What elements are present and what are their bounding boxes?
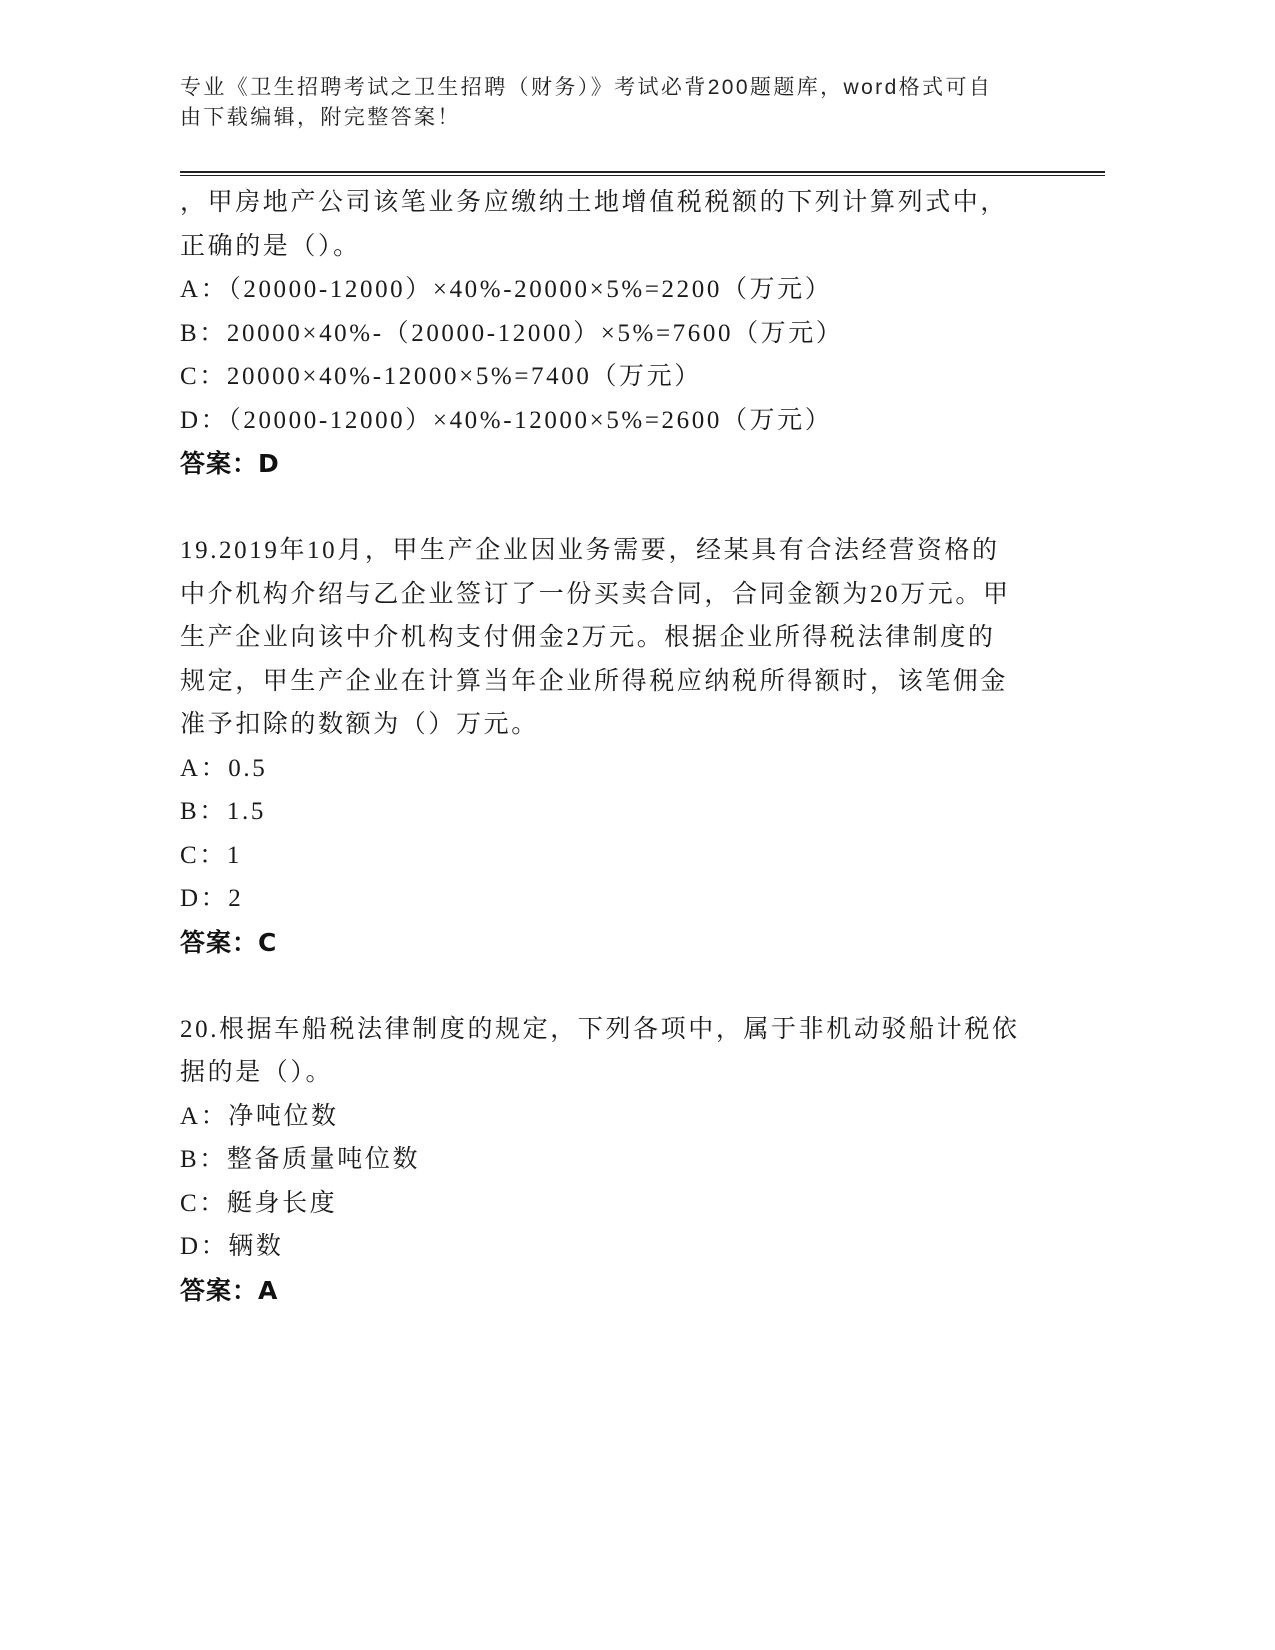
header-divider: [180, 171, 1105, 176]
option-list: [180, 747, 1105, 921]
question-stem-line: ，甲房地产公司该笔业务应缴纳土地增值税税额的下列计算列式中，: [180, 189, 1009, 216]
option-a: A：净吨位数: [180, 1102, 339, 1130]
answer-line: 答案：C: [180, 927, 278, 957]
option-c: C：艇身长度: [180, 1189, 338, 1217]
question-stem-line: 中介机构介绍与乙企业签订了一份买卖合同，合同金额为20万元。甲: [180, 580, 1011, 608]
option-d: D：辆数: [180, 1233, 284, 1260]
document-header: [180, 73, 1105, 133]
option-b: B：1.5: [180, 798, 266, 825]
question-stem: [180, 1008, 1105, 1095]
question-block: [180, 1008, 1105, 1313]
question-stem-line: 据的是（）。: [180, 1059, 334, 1086]
question-stem-line: 生产企业向该中介机构支付佣金2万元。根据企业所得税法律制度的: [180, 624, 996, 651]
option-a: A：（20000-12000）×40%-20000×5%=2200（万元）: [180, 276, 833, 303]
option-d: D：（20000-12000）×40%-12000×5%=2600（万元）: [180, 406, 833, 434]
option-c: C：1: [180, 841, 242, 869]
question-block: [180, 529, 1105, 964]
question-list: [180, 181, 1105, 1356]
question-stem-line: 20.根据车船税法律制度的规定，下列各项中，属于非机动驳船计税依: [180, 1015, 1020, 1043]
option-list: [180, 268, 1105, 442]
question-block: [180, 181, 1105, 486]
header-line: 由下载编辑，附完整答案！: [180, 106, 461, 129]
answer-line: 答案：A: [180, 1275, 279, 1305]
question-stem: [180, 529, 1105, 747]
question-stem-line: 19.2019年10月，甲生产企业因业务需要，经某具有合法经营资格的: [180, 537, 1000, 564]
option-c: C：20000×40%-12000×5%=7400（万元）: [180, 363, 702, 390]
header-line: 专业《卫生招聘考试之卫生招聘（财务）》考试必背200题题库，word格式可自: [180, 76, 993, 99]
question-stem-line: 规定，甲生产企业在计算当年企业所得税应纳税所得额时，该笔佣金: [180, 667, 1009, 695]
option-a: A：0.5: [180, 754, 268, 782]
question-stem-line: 准予扣除的数额为（）万元。: [180, 711, 539, 738]
question-stem-line: 正确的是（）。: [180, 232, 361, 260]
option-d: D：2: [180, 885, 244, 912]
option-b: B：20000×40%-（20000-12000）×5%=7600（万元）: [180, 319, 844, 347]
question-stem: [180, 181, 1105, 268]
option-list: [180, 1095, 1105, 1269]
option-b: B：整备质量吨位数: [180, 1146, 421, 1173]
answer-line: 答案：D: [180, 449, 280, 478]
